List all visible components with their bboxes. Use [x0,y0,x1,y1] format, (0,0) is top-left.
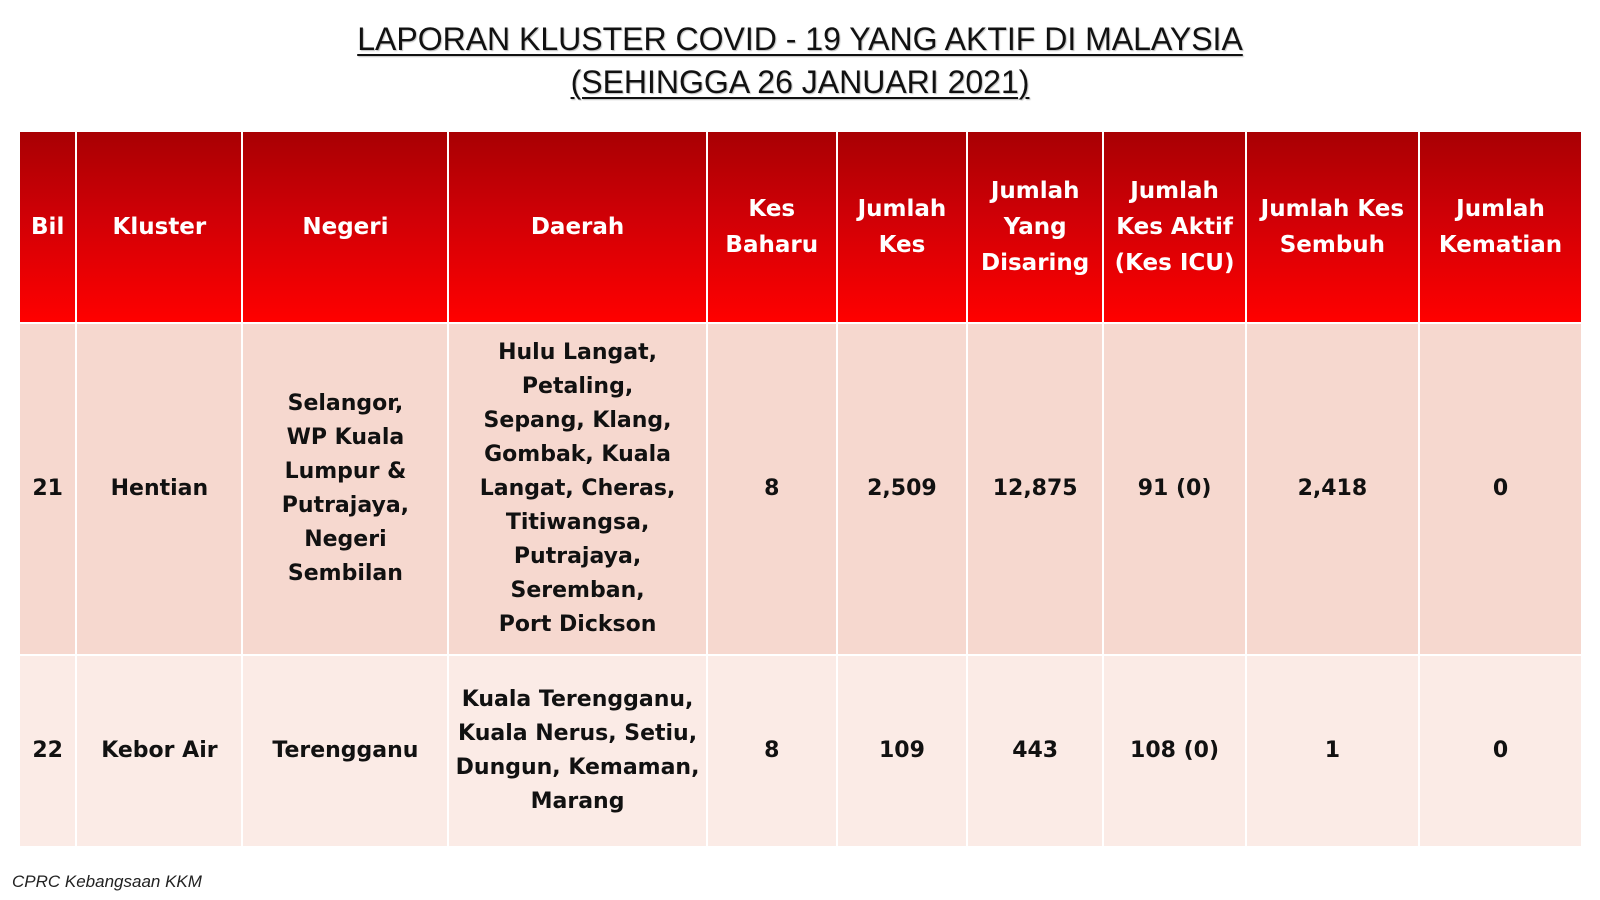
cell-negeri: Terengganu [242,655,448,847]
header-kes-baharu: Kes Baharu [707,131,837,323]
cell-jumlah-sembuh: 2,418 [1246,323,1419,655]
header-jumlah-disaring: Jumlah Yang Disaring [967,131,1103,323]
cell-jumlah-sembuh: 1 [1246,655,1419,847]
cell-jumlah-kematian: 0 [1419,323,1582,655]
cell-bil: 21 [19,323,76,655]
cell-jumlah-kes-aktif: 108 (0) [1103,655,1245,847]
header-row [19,131,1582,323]
cell-negeri: Selangor, WP Kuala Lumpur & Putrajaya, Negeri Sembilan [242,323,448,655]
cell-jumlah-disaring: 12,875 [967,323,1103,655]
cell-jumlah-kes: 2,509 [837,323,967,655]
table-row [19,655,1582,847]
cell-kluster: Kebor Air [76,655,242,847]
cell-jumlah-kes: 109 [837,655,967,847]
header-jumlah-kes-aktif: Jumlah Kes Aktif (Kes ICU) [1103,131,1245,323]
table-row [19,323,1582,655]
header-kluster: Kluster [76,131,242,323]
header-negeri: Negeri [242,131,448,323]
cluster-table [18,130,1583,848]
report-title [0,18,1600,104]
header-jumlah-kematian: Jumlah Kematian [1419,131,1582,323]
title-line-2: (SEHINGGA 26 JANUARI 2021) [570,64,1030,100]
header-jumlah-kes: Jumlah Kes [837,131,967,323]
cell-kluster: Hentian [76,323,242,655]
cell-daerah: Kuala Terengganu, Kuala Nerus, Setiu, Dungun, Kemaman, Marang [448,655,706,847]
cell-jumlah-disaring: 443 [967,655,1103,847]
source-note: CPRC Kebangsaan KKM [12,872,202,891]
cell-bil: 22 [19,655,76,847]
title-line-1: LAPORAN KLUSTER COVID - 19 YANG AKTIF DI MALAYSIA [357,21,1243,57]
cell-jumlah-kematian: 0 [1419,655,1582,847]
cell-jumlah-kes-aktif: 91 (0) [1103,323,1245,655]
header-bil: Bil [19,131,76,323]
cell-kes-baharu: 8 [707,323,837,655]
header-daerah: Daerah [448,131,706,323]
cell-kes-baharu: 8 [707,655,837,847]
header-jumlah-sembuh: Jumlah Kes Sembuh [1246,131,1419,323]
cell-daerah: Hulu Langat, Petaling, Sepang, Klang, Gombak, Kuala Langat, Cheras, Titiwangsa, Putrajaya, Seremban, Port Dickson [448,323,706,655]
